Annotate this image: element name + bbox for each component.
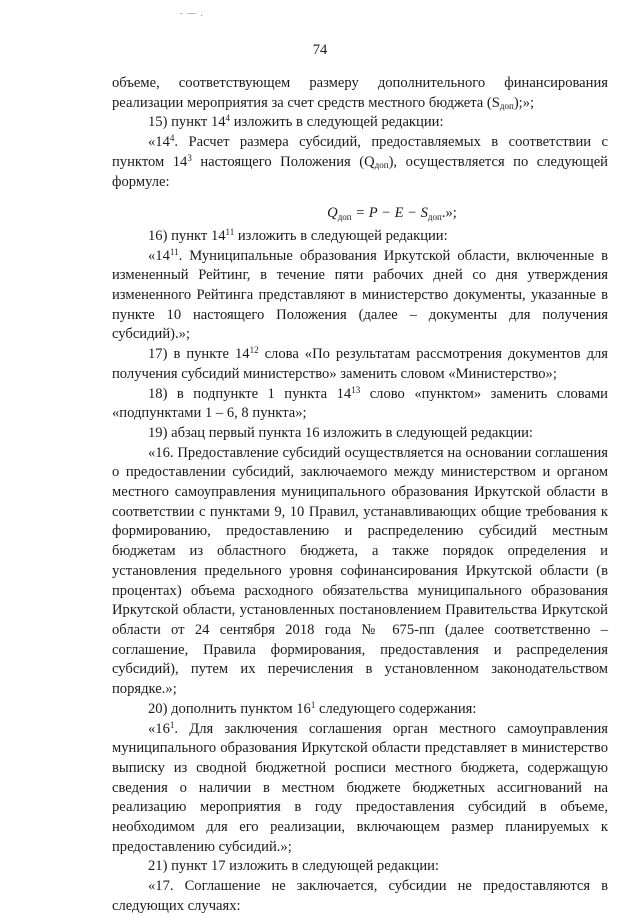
paragraph-1: объеме, соответствующем размеру дополнительного финансирования реализации мероприятия за счет средств местного бюджета $(S_{доп})$;»; [112,75,608,111]
paragraph-16-1-text: «$16^1$. Для заключения соглашения орган местного самоуправления муниципального образования Иркутской области представляет в министерство выписку из сводной бюджетной росписи местного бюджета, содержащую сведения о наличии в местном бюджете бюджетных ассигнований на реализацию мероприятия в году предоставления субсидий в объеме, необходимом для его реализации, включающем размер планируемых к предоставлению субсидий.»; [112,719,608,855]
paragraph-14-4-text: «$14^4$. Расчет размера субсидий, предоставляемых в соответствии с пунктом $14^3$ настоящего Положения $(Q_{доп})$, осуществляется по следующей формуле: [112,133,608,190]
paragraph-16-text: «16. Предоставление субсидий осуществляется на основании соглашения о предоставлении субсидий, заключаемого между министерством и органом местного самоуправления муниципального образования Иркутской области в соответствии с пунктами 9, 10 Правил, устанавливающих общие требования к формированию, предоставлению и распределению субсидий местным бюджетам из областного бюджета, а также порядок определения и установления предельного уровня софинансирования Иркутской области (в процентах) объема расходного обязательства муниципального образования Иркутской области, установленных постановлением Правительства Иркутской области от 24 сентября 2018 года № 675-пп (далее соответственно – соглашение, Правила формирования, предоставления и распределения субсидий), путем их перечисления в установленном законодательством порядке.»; [112,444,608,698]
paragraph-14-11-text: «$14^{11}$. Муниципальные образования Иркутской области, включенные в измененный Рейтинг, в течение пяти рабочих дней со дня утверждения измененного Рейтинга представляют в министерство документы, указанные в пункте 10 настоящего Положения (далее – документы для получения субсидий).»; [112,246,608,343]
paragraph-item-21: 21) пункт 17 изложить в следующей редакции: [148,858,439,875]
document-body [112,74,608,917]
paragraph-item-19: 19) абзац первый пункта 16 изложить в следующей редакции: [148,424,533,441]
paragraph-item-15: 15) пункт $14^4$ изложить в следующей редакции: [148,113,444,131]
paragraph-item-16: 16) пункт $14^{11}$ изложить в следующей редакции: [148,226,448,244]
paragraph-item-17: 17) в пункте $14^{12}$ слова «По результатам рассмотрения документов для получения субсидий министерство» заменить словом «Министерство»; [112,345,608,382]
paragraph-17-text: «17. Соглашение не заключается, субсидии не предоставляются в следующих случаях: [112,878,608,914]
paragraph-item-20: 20) дополнить пунктом $16^1$ следующего содержания: [148,699,477,717]
paragraph-item-18: 18) в подпункте 1 пункта $14^{13}$ слово «пунктом» заменить словами «подпунктами 1 – 6, 8 пункта»; [112,384,608,422]
margin-mark: - — . [180,8,204,18]
formula: $Q_{доп} = P - E - S_{доп}$.»; [327,205,457,223]
page-number: 74 [312,42,328,58]
